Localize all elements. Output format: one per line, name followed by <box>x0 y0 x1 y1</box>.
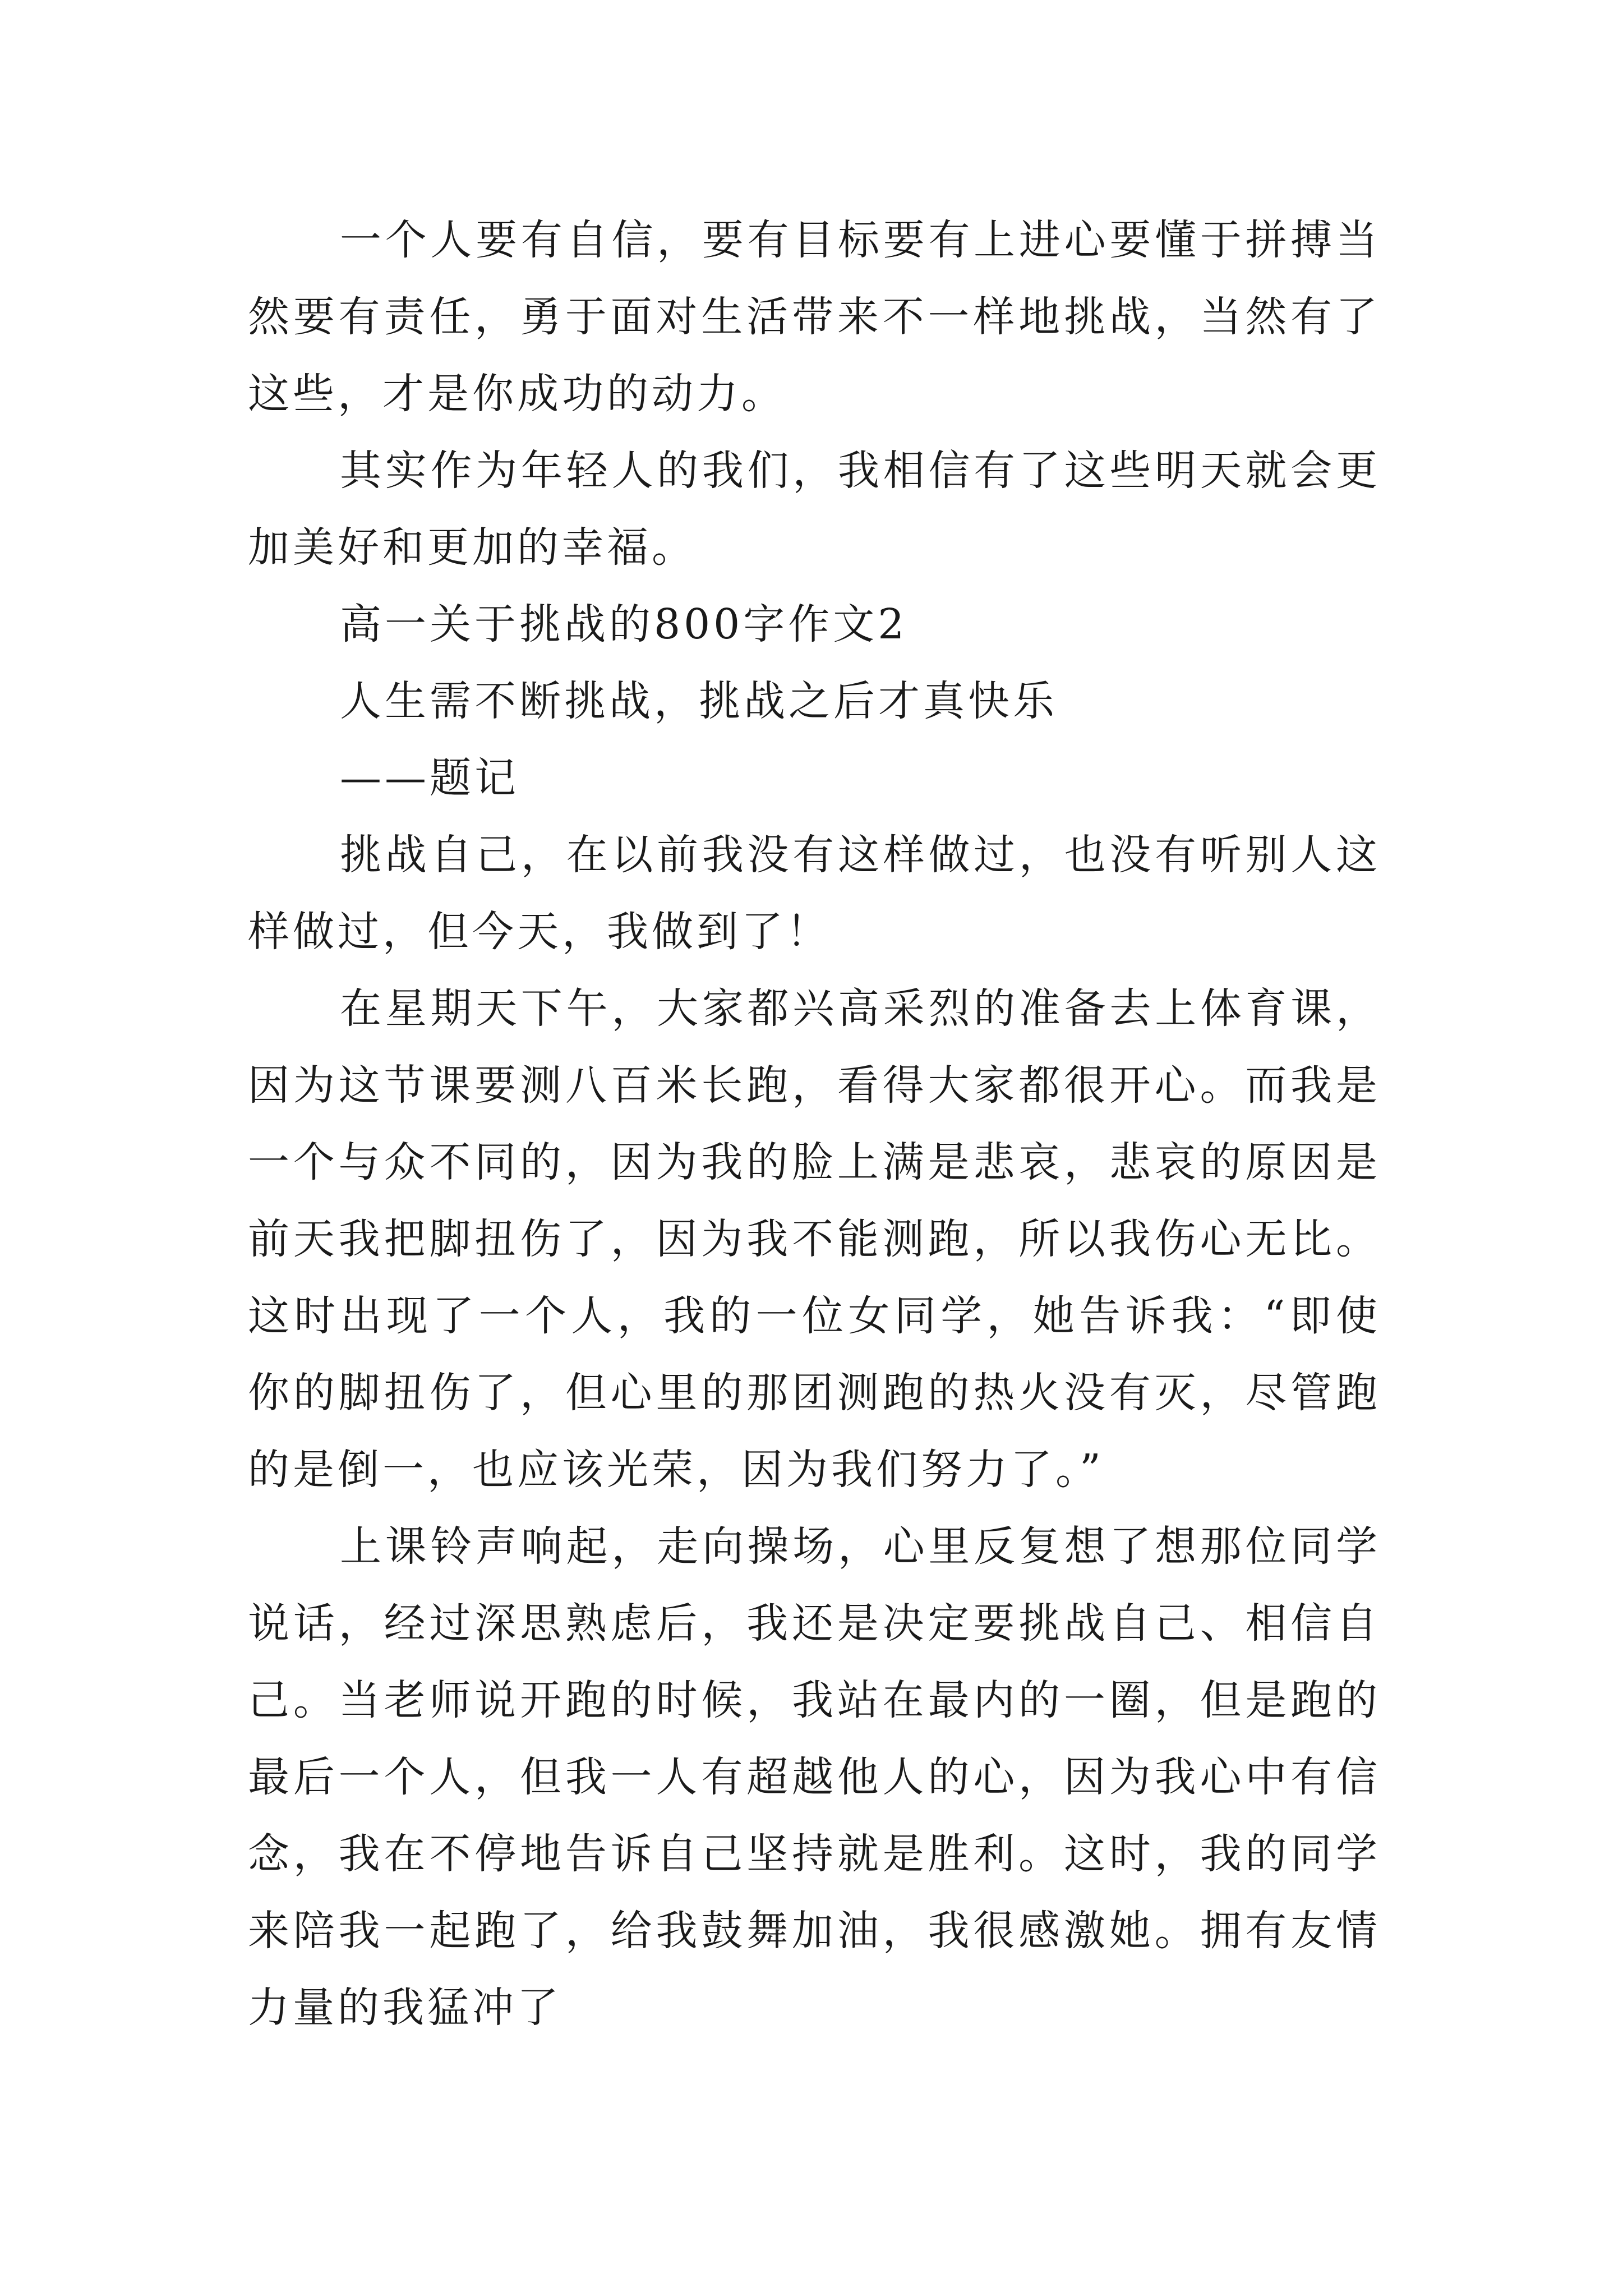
body-paragraph: 上课铃声响起，走向操场，心里反复想了想那位同学说话，经过深思熟虑后，我还是决定要挑战自己、相信自己。当老师说开跑的时候，我站在最内的一圈，但是跑的最后一个人，但我一人有超越他人的心，因为我心中有信念，我在不停地告诉自己坚持就是胜利。这时，我的同学来陪我一起跑了，给我鼓舞加油，我很感激她。拥有友情力量的我猛冲了 <box>248 1522 1381 2032</box>
epigraph-attribution: ——题记 <box>340 754 519 802</box>
body-paragraph: 在星期天下午，大家都兴高采烈的准备去上体育课，因为这节课要测八百米长跑，看得大家都很开心。而我是一个与众不同的，因为我的脸上满是悲哀，悲哀的原因是前天我把脚扭伤了，因为我不能测跑，所以我伤心无比。这时出现了一个人，我的一位女同学，她告诉我：“即使你的脚扭伤了，但心里的那团测跑的热火没有灭，尽管跑的是倒一，也应该光荣，因为我们努力了。” <box>248 984 1381 1494</box>
body-paragraph: 一个人要有自信，要有目标要有上进心要懂于拼搏当然要有责任，勇于面对生活带来不一样地挑战，当然有了这些，才是你成功的动力。 <box>248 216 1381 418</box>
epigraph: 人生需不断挑战，挑战之后才真快乐 <box>340 677 1058 725</box>
essay-title: 高一关于挑战的800字作文2 <box>340 600 908 648</box>
document-body <box>248 202 1381 2046</box>
body-paragraph: 其实作为年轻人的我们，我相信有了这些明天就会更加美好和更加的幸福。 <box>248 447 1381 572</box>
body-paragraph: 挑战自己，在以前我没有这样做过，也没有听别人这样做过，但今天，我做到了！ <box>248 831 1381 956</box>
